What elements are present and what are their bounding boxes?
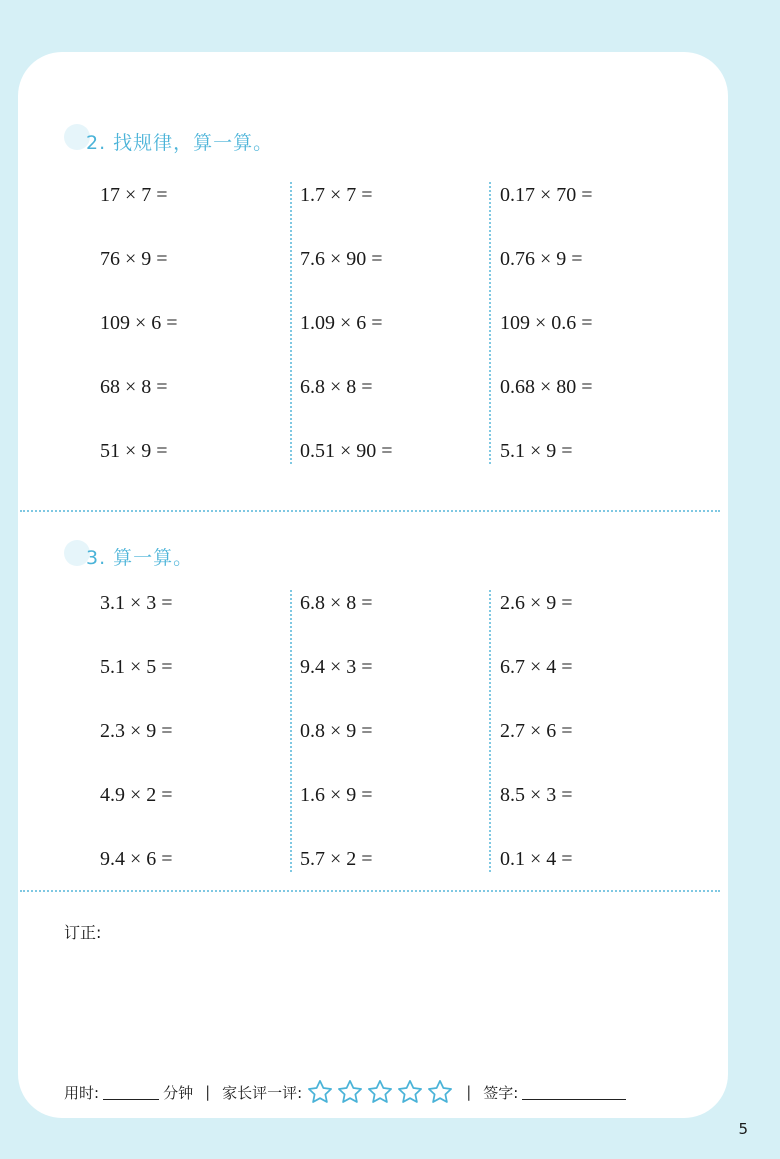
star-icon[interactable] (396, 1078, 424, 1106)
problem-item: 3.1 × 3 = (100, 592, 173, 614)
section3-divider-2 (489, 590, 491, 872)
problem-item: 5.1 × 9 = (500, 440, 573, 462)
problem-item: 1.6 × 9 = (300, 784, 373, 806)
problem-item: 1.09 × 6 = (300, 312, 383, 334)
problem-item: 0.17 × 70 = (500, 184, 593, 206)
star-icon[interactable] (306, 1078, 334, 1106)
star-icon[interactable] (336, 1078, 364, 1106)
problem-item: 0.68 × 80 = (500, 376, 593, 398)
separator: | (466, 1083, 472, 1101)
problem-item: 109 × 6 = (100, 312, 178, 334)
star-icon[interactable] (366, 1078, 394, 1106)
problem-item: 5.1 × 5 = (100, 656, 173, 678)
signature-label: 签字: (483, 1083, 519, 1102)
problem-item: 5.7 × 2 = (300, 848, 373, 870)
minutes-label: 分钟 (163, 1083, 194, 1102)
problem-item: 76 × 9 = (100, 248, 168, 270)
signature-blank[interactable] (522, 1085, 626, 1100)
problem-item: 2.6 × 9 = (500, 592, 573, 614)
problem-item: 2.7 × 6 = (500, 720, 573, 742)
worksheet-card (18, 52, 728, 1118)
footer-bar (64, 1078, 630, 1106)
section3-divider-1 (290, 590, 292, 872)
section2-title: 2. 找规律，算一算。 (86, 132, 274, 154)
page-number: 5 (738, 1120, 748, 1138)
star-icon[interactable] (426, 1078, 454, 1106)
problem-item: 0.51 × 90 = (300, 440, 393, 462)
time-label: 用时: (64, 1083, 100, 1102)
problem-item: 0.1 × 4 = (500, 848, 573, 870)
rating-stars[interactable] (306, 1078, 454, 1106)
problem-item: 2.3 × 9 = (100, 720, 173, 742)
problem-item: 6.8 × 8 = (300, 592, 373, 614)
problem-item: 9.4 × 3 = (300, 656, 373, 678)
problem-item: 6.8 × 8 = (300, 376, 373, 398)
problem-item: 0.8 × 9 = (300, 720, 373, 742)
correction-label: 订正: (64, 923, 102, 942)
problem-item: 68 × 8 = (100, 376, 168, 398)
problem-item: 109 × 0.6 = (500, 312, 593, 334)
parent-rating-label: 家长评一评: (222, 1083, 303, 1102)
section3-title: 3. 算一算。 (86, 547, 194, 569)
problem-item: 4.9 × 2 = (100, 784, 173, 806)
section2-divider-2 (489, 182, 491, 464)
problem-item: 9.4 × 6 = (100, 848, 173, 870)
problem-item: 17 × 7 = (100, 184, 168, 206)
section-divider-horizontal-2 (20, 890, 720, 892)
time-input-blank[interactable] (103, 1085, 159, 1100)
problem-item: 6.7 × 4 = (500, 656, 573, 678)
problem-item: 0.76 × 9 = (500, 248, 583, 270)
section2-divider-1 (290, 182, 292, 464)
separator: | (205, 1083, 211, 1101)
problem-item: 1.7 × 7 = (300, 184, 373, 206)
problem-item: 8.5 × 3 = (500, 784, 573, 806)
problem-item: 7.6 × 90 = (300, 248, 383, 270)
section-divider-horizontal-1 (20, 510, 720, 512)
problem-item: 51 × 9 = (100, 440, 168, 462)
